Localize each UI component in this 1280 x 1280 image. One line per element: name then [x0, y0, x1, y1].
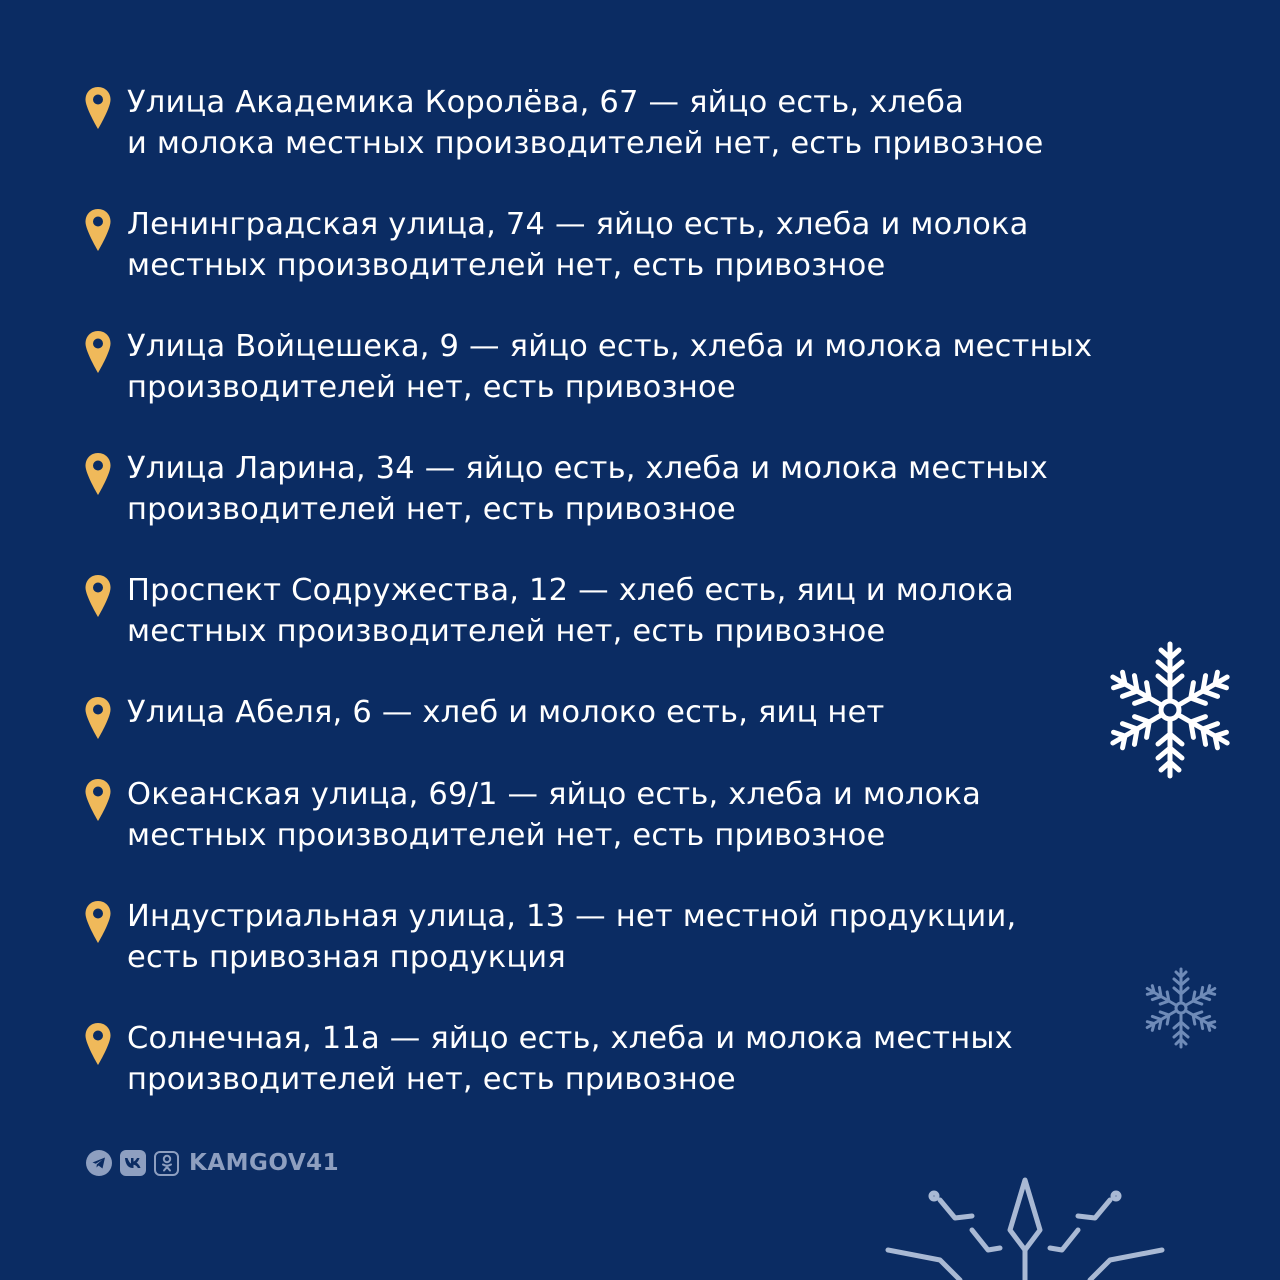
- item-text: Солнечная, 11а — яйцо есть, хлеба и молока местных производителей нет, есть привозное: [127, 1021, 1013, 1097]
- list-item: [84, 692, 1204, 740]
- item-text: Улица Ларина, 34 — яйцо есть, хлеба и молока местных производителей нет, есть привозное: [127, 451, 1048, 527]
- snowflake-icon: [880, 1170, 1170, 1280]
- location-pin-icon: [84, 452, 112, 496]
- item-text: Океанская улица, 69/1 — яйцо есть, хлеба и молока местных производителей нет, есть привозное: [127, 777, 982, 853]
- list-item: [84, 448, 1204, 530]
- item-text: Проспект Содружества, 12 — хлеб есть, яиц и молока местных производителей нет, есть привозное: [127, 573, 1014, 649]
- odnoklassniki-icon[interactable]: [154, 1151, 179, 1176]
- list-item: [84, 326, 1204, 408]
- list-item: [84, 1018, 1204, 1100]
- list-item: [84, 204, 1204, 286]
- item-text: Индустриальная улица, 13 — нет местной продукции, есть привозная продукция: [127, 899, 1017, 975]
- location-pin-icon: [84, 330, 112, 374]
- social-handle: KAMGOV41: [189, 1150, 340, 1176]
- location-pin-icon: [84, 900, 112, 944]
- location-pin-icon: [84, 574, 112, 618]
- location-pin-icon: [84, 778, 112, 822]
- telegram-icon[interactable]: [86, 1150, 112, 1176]
- vk-icon[interactable]: [120, 1150, 146, 1176]
- footer: [86, 1150, 339, 1176]
- list-item: [84, 896, 1204, 978]
- location-pin-icon: [84, 696, 112, 740]
- location-pin-icon: [84, 86, 112, 130]
- list-item: [84, 774, 1204, 856]
- item-text: Улица Абеля, 6 — хлеб и молоко есть, яиц нет: [127, 695, 885, 730]
- item-text: Улица Академика Королёва, 67 — яйцо есть, хлеба и молока местных производителей нет, есть привозное: [127, 85, 1044, 161]
- snowflake-icon: [1140, 967, 1222, 1049]
- list-item: [84, 570, 1204, 652]
- list-item: [84, 82, 1204, 164]
- location-pin-icon: [84, 208, 112, 252]
- snowflake-icon: [1100, 640, 1240, 780]
- item-text: Улица Войцешека, 9 — яйцо есть, хлеба и молока местных производителей нет, есть привозное: [127, 329, 1093, 405]
- location-pin-icon: [84, 1022, 112, 1066]
- item-text: Ленинградская улица, 74 — яйцо есть, хлеба и молока местных производителей нет, есть привозное: [127, 207, 1029, 283]
